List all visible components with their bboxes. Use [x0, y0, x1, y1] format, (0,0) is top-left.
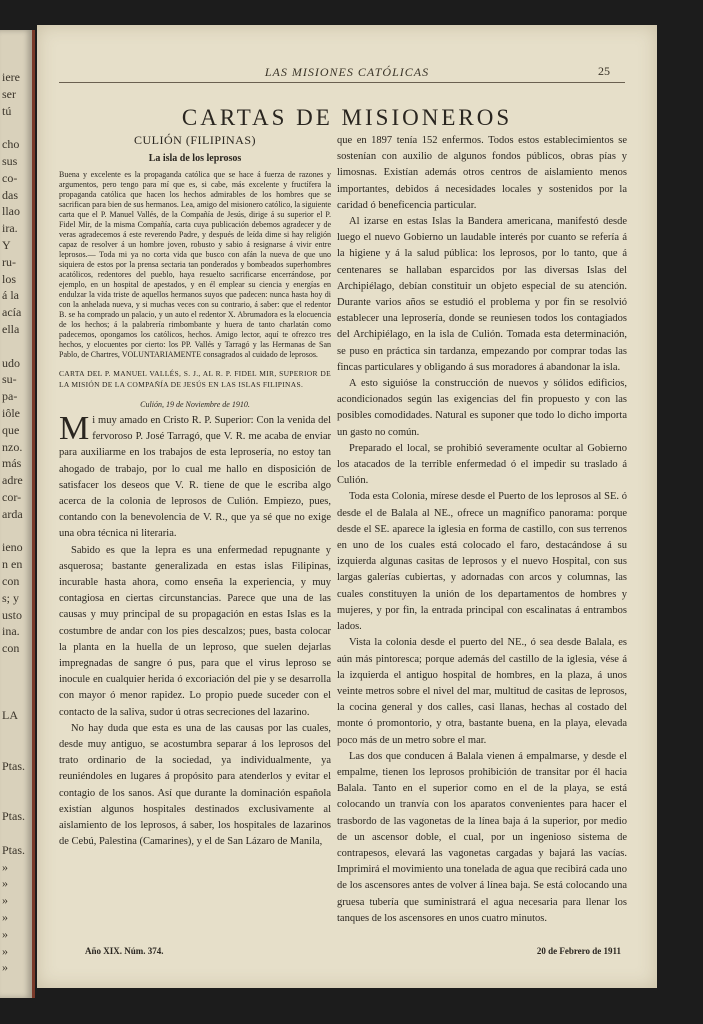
previous-page-text: n en: [2, 557, 23, 572]
letter-title: CARTA DEL P. MANUEL VALLÉS, S. J., AL R. P. FIDEL MIR, SUPERIOR DE LA MISIÓN DE LA COMPAÑÍA DE JESÚS EN LAS ISLAS FILIPINAS.: [59, 369, 331, 389]
left-column: [59, 133, 331, 850]
previous-page-text: ser: [2, 86, 16, 101]
letter-paragraph: A esto siguióse la construcción de nuevos y sólidos edificios, acondicionados según las exigencias del fin propuesto y con las posibles comodidades. Natural es suponer que todo lo dicho importa un gasto no común.: [337, 378, 627, 438]
previous-page-text: á la: [2, 288, 19, 303]
letter-paragraph-text: i muy amado en Cristo R. P. Superior: Con la venida del fervoroso P. José Tarragó, que V. R. me acaba de enviar para auxiliarme en los trabajos de esta leprosería, no estoy tan ahogado de trabajo, por lo cual me hallo en disposición de satisfacer los deseos que V. R. tiene de que le escriba algo acerca de la colonia de leprosos de Culión. Empiezo, pues, contando con la benevolencia de V. R., que ya sé que no exige una obra técnica ni literaria.: [59, 415, 331, 540]
letter-paragraph: Preparado el local, se prohibió severamente ocultar al Gobierno los atacados de la terrible enfermedad ó el impedir su traslado á Culión.: [337, 442, 627, 487]
header-rule: [59, 82, 625, 83]
dateline: Culión, 19 de Noviembre de 1910.: [140, 400, 250, 409]
previous-page-text: cor-: [2, 490, 22, 504]
letter-paragraph: Toda esta Colonia, mírese desde el Puerto de los leprosos al SE. ó desde el de Balala al NE., ofrece un magnífico panorama: porque desde el SE. aparece la iglesia en forma de castillo, con sus terrenos en uno de los cuales está colocado el faro, destacándose á su izquierda algunas casitas de leprosos y el nuevo Hospital, con sus largas galerías cubiertas, y adornadas con arcos y columnas, las cuales constituyen la unión de los departamentos de hombres y mujeres, y por fin, la entrada principal con escalinatas á entrambos lados.: [337, 491, 627, 633]
section-subtitle: La isla de los leprosos: [148, 153, 242, 164]
previous-page-text: más: [2, 456, 22, 471]
previous-page-text: ieno: [2, 540, 23, 555]
previous-page-text: llao: [2, 204, 20, 219]
letter-paragraph: Las dos que conducen á Balala vienen á empalmarse, y desde el empalme, tienen los leprosos prohibición de transitar por él hacia Balala. Tanto en el superior como en el de la playa, se está colocando un tranvía con los aparatos convenientes para hacer el trasbordo de las vagonetas de la línea baja á la superior, por medio de un ascensor doble, el cual, por un ingenioso sistema de contrapesos, elevará las vagonetas cargadas y bajará las vacías. Imprimirá el movimiento una tonelada de agua que recibirá cada uno de los ascensores antes de volver á línea baja. Se está colocando una gruesa tubería que suministrará el agua necesaria para llenar los tanques de los ascensores en unos cuatro minutos.: [337, 750, 627, 924]
letter-paragraph: que en 1897 tenía 152 enfermos. Todos estos establecimientos se sostenían con auxilio de algunos fondos públicos, obras pías y limosnas. Existían además otros centros de aislamiento menos importantes, debidos á necesidades locales y sostenidos por la caridad ó beneficencia particular.: [337, 135, 627, 211]
letter-paragraph: Al izarse en estas Islas la Bandera americana, manifestó desde luego el nuevo Gobierno un laudable interés por cuanto se refería á la higiene y á la salud pública: los leprosos, por lo tanto, que á centenares se hallaban esparcidos por las diversas Islas del Archipiélago, debían constituir un objeto especial de su atención. Durante varios años se estudió el problema y por fin se resolvió establecer una leprosería, donde se reuniesen todos los contagiados del Archipiélago, en la isla de Culión. Tomada esta determinación, se puso en práctica sin tardanza, empezando por comprar todas las fincas particulares y obligando á sus moradores á abandonar la isla.: [337, 216, 627, 373]
previous-page-text: los: [2, 271, 17, 286]
previous-page-text: ru-: [2, 254, 16, 269]
intro-paragraph: Buena y excelente es la propaganda católica que se hace á fuerza de razones y argumentos, pero tengo para mí que es, si cabe, más excelente y fructífera la propaganda católica que hacen los hechos admirables de los hombres que se sacrifican para bien de sus hermanos. Lea, amigo del misionero católico, la siguiente carta que el P. Manuel Vallés, de la Compañía de Jesús, dirige á su superior el P. Fidel Mir, de la misma Compañía, carta cuya publicación debemos agradecer y de veras agradecemos á este reverendo Padre, y después de leída dime si hay religión capaz de resolver á un hombre joven, robusto y sabio á resignarse á vivir entre leprosos.— Toda mi ya no corta vida que busco con afán la nueva de que uno siquiera de estos por la prensa sectaria tan ponderados y bombeados superhombres acatólicos, redentores del pueblo, haya resuelto sacrificarse encerrándose, por ejemplo, en un hospital de apestados, y en él emplear su ciencia y energías en endulzar la vida triste de aquellos hermanos suyos que padecen: nunca hasta hoy di con la anhelada nueva, y si muchas veces con su contrario, á saber: que el redentor B. se ha comprado un palacio, y un auto el redentor X. Abrumadora es la elocuencia de los hechos; á la palabrería rimbombante y huera de tanto charlatán como padecemos, opongamos los católicos, hechos. Amigo lector, aquí te ofrezco tres hechos, y elocuentes por cierto: los PP. Vallés y Tarragó y las Hermanas de San Pablo, de Chartres, VOLUNTARIAMENTE consagrados al cuidado de leprosos.: [59, 170, 331, 359]
previous-page-text: usto: [2, 607, 23, 622]
running-head: LAS MISIONES CATÓLICAS: [264, 65, 430, 79]
previous-page-text: sus: [2, 154, 18, 168]
letter-paragraph: Sabido es que la lepra es una enfermedad repugnante y asquerosa; bastante generalizada en estas islas Filipinas, incurable hasta ahora, como enseña la experiencia, y muy contagiosa en ciertas circunstancias. Parece que una de las causas y muy principal de su propagación en estas Islas es la costumbre de andar con los pies descalzos; pues, basta colocar la planta en la huella de un leproso, que suelen dejarlas impregnadas de sangre ó pus, para que el virus leproso se inocule en cualquier herida ó excoriación del pie y se desarrolla con mayor ó menor rapidez. Lo propio puede suceder con el contacto de la saliva, sudor ú otras secreciones del lazarino.: [59, 544, 331, 718]
previous-page-text: »: [2, 876, 8, 891]
right-column: [337, 133, 627, 927]
previous-page-text: udo: [2, 355, 20, 370]
previous-page-text: con: [2, 641, 20, 656]
page-number: 25: [598, 64, 610, 78]
previous-page-text: ella: [2, 322, 20, 336]
previous-page-text: ira.: [2, 221, 18, 236]
previous-page-text: iere: [2, 70, 20, 84]
previous-page-text: iôle: [2, 406, 20, 420]
page: [37, 25, 657, 988]
previous-page-text: adre: [2, 473, 23, 488]
previous-page-text: »: [2, 910, 8, 924]
previous-page-text: tú: [2, 103, 12, 118]
previous-page-text: Ptas.: [2, 758, 26, 773]
issue-number: Año XIX. Núm. 374.: [85, 946, 164, 956]
letter-paragraph: No hay duda que esta es una de las causas por las cuales, desde muy antiguo, se acostumbra separar á los leprosos del trato ordinario de la sociedad, ya individualmente, ya reuniéndoles en lugares á propósito para atenderlos y evitar el contagio de los sanos. Así que durante la dominación española existían algunos hospitales destinados exclusivamente al aislamiento de los leprosos, á saber, los hospitales de lazarinos de Cebú, Palestina (Camarines), y el de San Lázaro de Manila,: [59, 722, 331, 848]
previous-page-text: das: [2, 187, 18, 202]
previous-page-text: Y: [2, 238, 11, 252]
previous-page-text: Ptas.: [2, 842, 26, 857]
main-title: CARTAS DE MISIONEROS: [181, 105, 513, 130]
previous-page-text: »: [2, 859, 8, 874]
previous-page-text: LA: [2, 708, 18, 723]
drop-cap: M: [59, 410, 90, 447]
previous-page-text: su-: [2, 372, 17, 387]
previous-page-text: nzo.: [2, 439, 23, 454]
previous-page-text: con: [2, 574, 20, 588]
previous-page-text: co-: [2, 170, 18, 185]
previous-page-text: arda: [2, 506, 23, 521]
section-subhead: CULIÓN (FILIPINAS): [134, 133, 256, 147]
previous-page-text: ina.: [2, 624, 20, 639]
previous-page-text: pa-: [2, 389, 18, 404]
previous-page-edge: [0, 30, 35, 998]
letter-paragraph: [59, 410, 331, 543]
previous-page-text: »: [2, 943, 8, 958]
issue-date: 20 de Febrero de 1911: [536, 946, 621, 956]
previous-page-text: s; y: [2, 590, 20, 605]
previous-page-text: cho: [2, 137, 20, 152]
letter-paragraph: Vista la colonia desde el puerto del NE., ó sea desde Balala, es aún más pintoresca; porque además del castillo de la iglesia, vése á la izquierda el antiguo hospital de hombres, en la plaza, á unos veinte metros sobre el nivel del mar, multitud de casitas de leprosos, la cocina general y dos calles, casi llanas, hechas al costado del monte ó promontorio, y otra, bastante buena, en la playa, elevada poco más de un metro sobre el mar.: [337, 637, 627, 746]
previous-page-text: Ptas.: [2, 809, 26, 824]
previous-page-text: que: [2, 422, 20, 437]
previous-page-text: »: [2, 960, 8, 975]
previous-page-text: »: [2, 893, 8, 908]
previous-page-text: »: [2, 926, 8, 941]
previous-page-text: acía: [2, 305, 22, 320]
